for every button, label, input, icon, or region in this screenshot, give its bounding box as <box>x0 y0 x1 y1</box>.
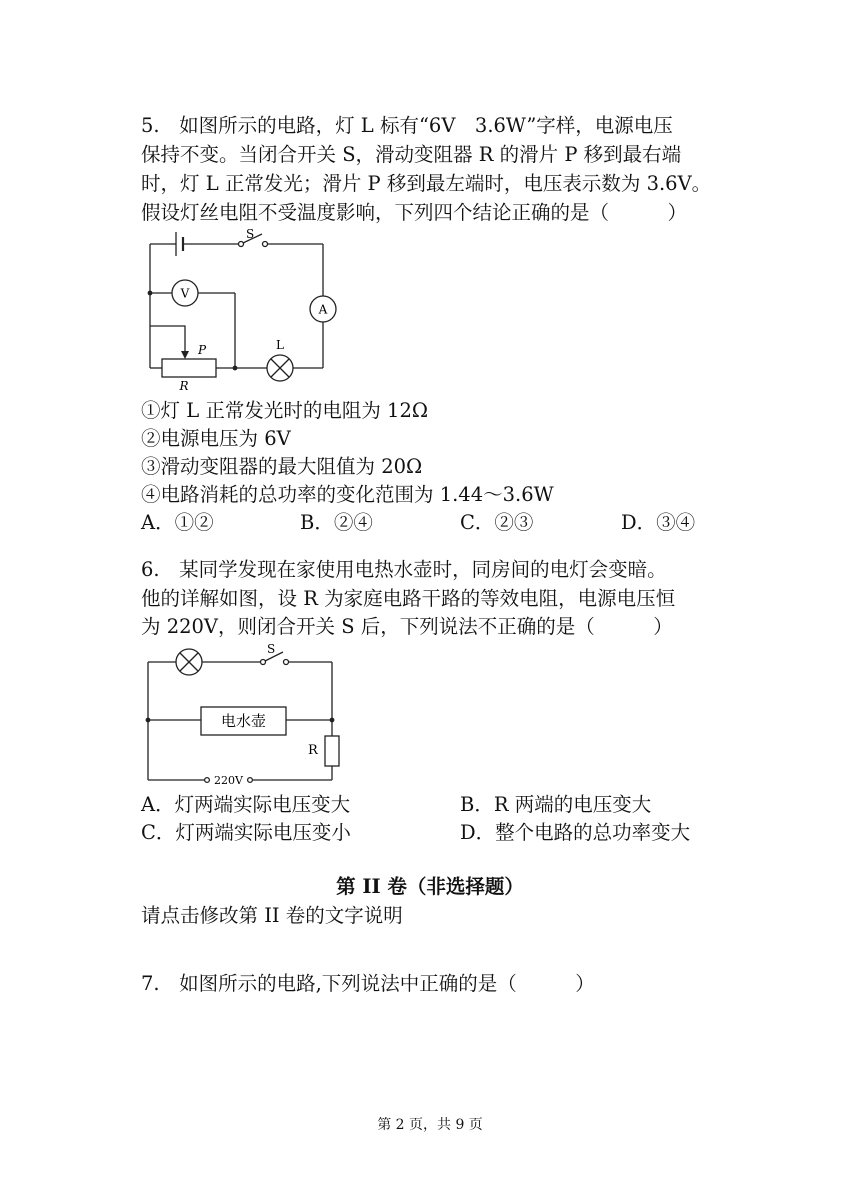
source-label: 220V <box>214 774 243 787</box>
q5-statement-3: ③滑动变阻器的最大阻值为 20Ω <box>141 455 423 478</box>
q7-line-1: 7. 如图所示的电路,下列说法中正确的是（ ） <box>141 972 595 995</box>
q6-line-3: 为 220V，则闭合开关 S 后，下列说法不正确的是（ ） <box>141 615 673 638</box>
q5-line-2: 保持不变。当闭合开关 S，滑动变阻器 R 的滑片 P 移到最右端 <box>141 143 682 166</box>
switch-label: S <box>246 227 255 241</box>
q5-option-d[interactable]: D．③④ <box>621 511 696 534</box>
slider-label: P <box>198 343 207 357</box>
q5-statement-2: ②电源电压为 6V <box>141 427 291 450</box>
q5-line-3: 时，灯 L 正常发光；滑片 P 移到最左端时，电压表示数为 3.6V。 <box>141 172 712 195</box>
q5-line-1: 5. 如图所示的电路，灯 L 标有“6V 3.6W”字样，电源电压 <box>141 114 673 137</box>
q5-line-4: 假设灯丝电阻不受温度影响，下列四个结论正确的是（ ） <box>141 201 688 224</box>
q5-option-a[interactable]: A．①② <box>141 511 214 534</box>
section-title: 第 II 卷（非选择题） <box>336 875 524 898</box>
section-note[interactable]: 请点击修改第 II 卷的文字说明 <box>141 904 403 927</box>
voltmeter-label: V <box>180 286 190 301</box>
q6-option-d[interactable]: D．整个电路的总功率变大 <box>460 821 691 844</box>
switch-pivot <box>261 660 266 665</box>
q6-option-a[interactable]: A．灯两端实际电压变大 <box>141 793 351 816</box>
q6-circuit-diagram <box>140 640 350 790</box>
q5-statement-4: ④电路消耗的总功率的变化范围为 1.44～3.6W <box>141 483 554 506</box>
kettle-label: 电水壶 <box>220 712 267 730</box>
switch-pivot <box>239 242 244 247</box>
q5-option-c[interactable]: C．②③ <box>460 511 534 534</box>
q6-option-c[interactable]: C．灯两端实际电压变小 <box>141 821 351 844</box>
q6-line-2: 他的详解如图，设 R 为家庭电路干路的等效电阻，电源电压恒 <box>141 587 676 610</box>
switch-label: S <box>267 642 276 656</box>
lamp-label: L <box>276 338 284 352</box>
q6-option-b[interactable]: B．R 两端的电压变大 <box>460 793 652 816</box>
ammeter-label: A <box>318 302 328 317</box>
q5-statement-1: ①灯 L 正常发光时的电阻为 12Ω <box>141 399 429 422</box>
q6-line-1: 6. 某同学发现在家使用电热水壶时，同房间的电灯会变暗。 <box>141 558 667 581</box>
resistor-symbol <box>325 736 339 766</box>
page-footer: 第 2 页，共 9 页 <box>377 1117 483 1133</box>
rheostat-label: R <box>179 379 189 392</box>
resistor-label: R <box>308 743 318 758</box>
q5-circuit-diagram <box>138 226 338 392</box>
rheostat-body <box>162 359 216 377</box>
q5-option-b[interactable]: B．②④ <box>300 511 373 534</box>
